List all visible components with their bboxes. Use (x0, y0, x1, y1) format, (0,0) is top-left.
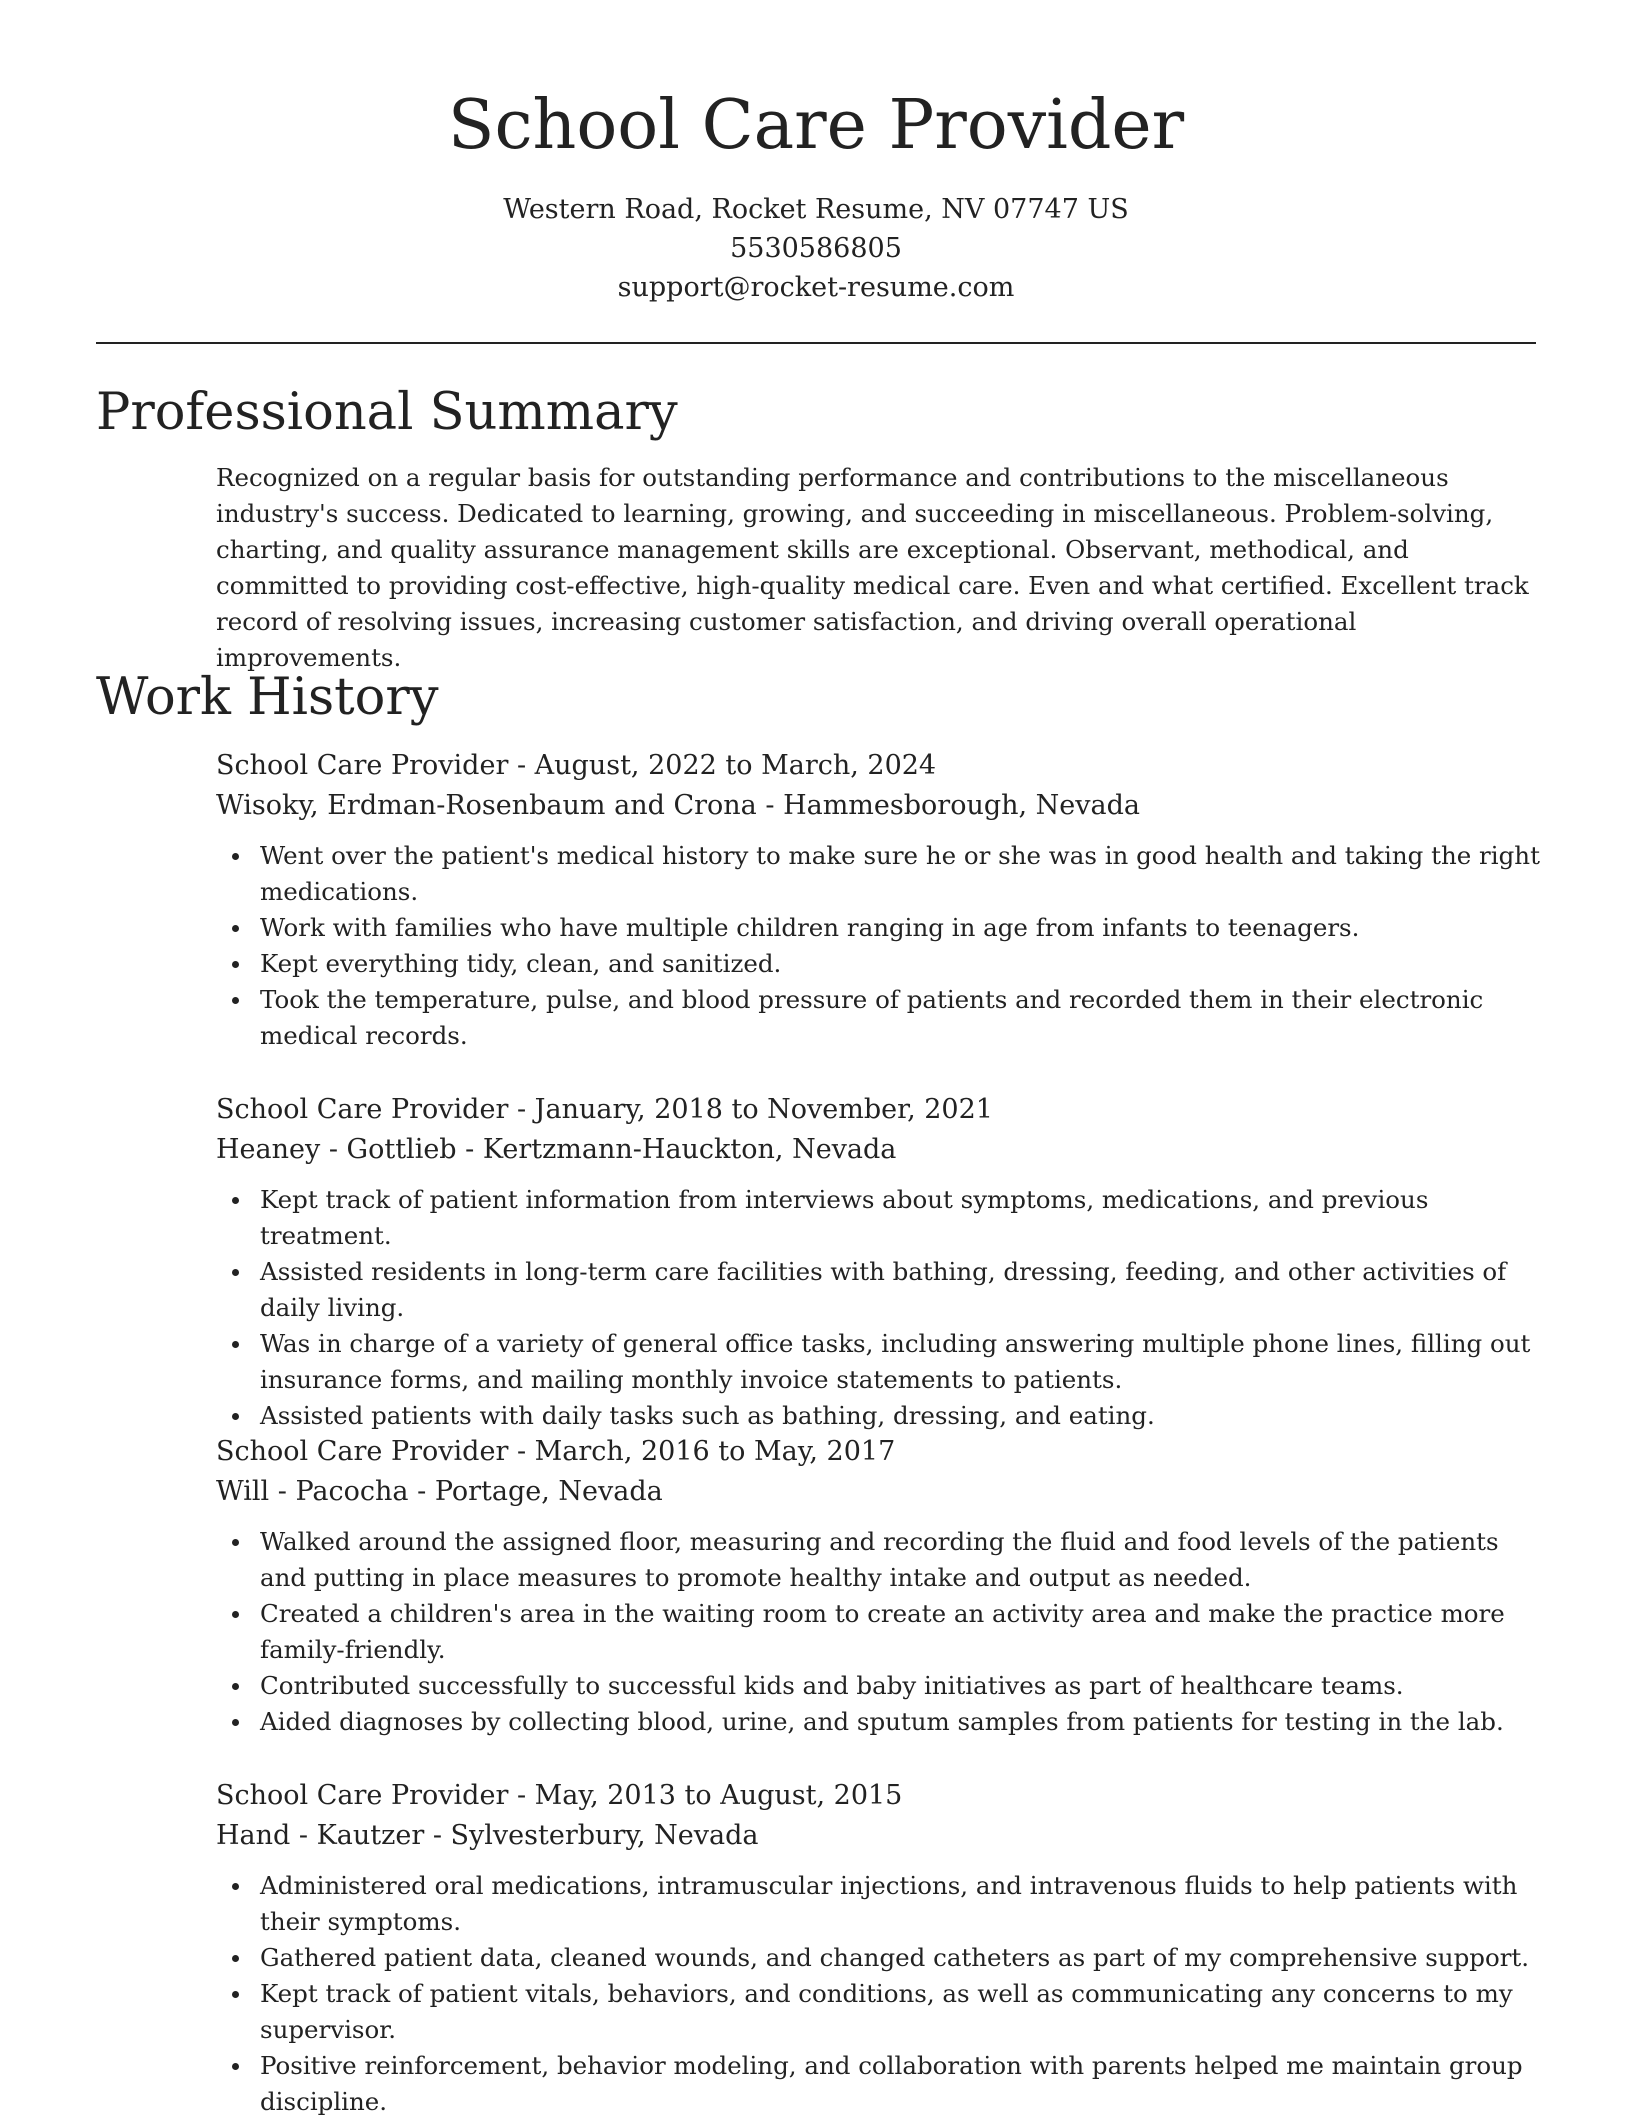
job-location: Sylvesterbury, Nevada (450, 1820, 759, 1851)
job-title: School Care Provider (216, 1780, 509, 1811)
job-location: Kertzmann-Hauckton, Nevada (482, 1134, 897, 1165)
job-title-line: School Care Provider - May, 2013 to August, 2015 (216, 1780, 903, 1811)
duty-item: Created a children's area in the waiting room to create an activity area and make the practice more family-friendly. (260, 1596, 1546, 1668)
duty-item: Gathered patient data, cleaned wounds, and changed catheters as part of my comprehensive support. (260, 1940, 1546, 1976)
job-company-line: Heaney - Gottlieb - Kertzmann-Hauckton, Nevada (216, 1134, 897, 1165)
duty-item: Went over the patient's medical history to make sure he or she was in good health and taking the right medications. (260, 838, 1546, 910)
job-duties (216, 1868, 1546, 2120)
contact-info (0, 190, 1632, 307)
job-duties (216, 838, 1546, 1054)
job-dates: January, 2018 to November, 2021 (534, 1094, 993, 1125)
duty-item: Assisted residents in long-term care facilities with bathing, dressing, feeding, and other activities of daily living. (260, 1254, 1546, 1326)
job-duties (216, 1524, 1546, 1740)
resume-header (0, 0, 1632, 307)
duty-item: Positive reinforcement, behavior modeling, and collaboration with parents helped me maintain group discipline. (260, 2048, 1546, 2120)
work-history-heading: Work History (96, 668, 439, 727)
duty-item: Aided diagnoses by collecting blood, urine, and sputum samples from patients for testing in the lab. (260, 1704, 1546, 1740)
email-text: support@rocket-resume.com (617, 272, 1015, 303)
job-entry (216, 746, 1546, 1054)
job-dates: May, 2013 to August, 2015 (534, 1780, 903, 1811)
job-title-line: School Care Provider - March, 2016 to May, 2017 (216, 1436, 896, 1467)
duty-item: Was in charge of a variety of general office tasks, including answering multiple phone lines, filling out insurance forms, and mailing monthly invoice statements to patients. (260, 1326, 1546, 1398)
job-location: Portage, Nevada (434, 1476, 663, 1507)
job-duties (216, 1182, 1546, 1434)
job-company-line: Wisoky, Erdman-Rosenbaum and Crona - Hammesborough, Nevada (216, 790, 1141, 821)
job-company-line: Will - Pacocha - Portage, Nevada (216, 1476, 663, 1507)
job-entry (216, 1090, 1546, 1434)
job-title: School Care Provider (216, 1094, 509, 1125)
address-text: Western Road, Rocket Resume, NV 07747 US (503, 194, 1129, 225)
duty-item: Kept everything tidy, clean, and sanitized. (260, 946, 1546, 982)
summary-heading: Professional Summary (96, 383, 678, 442)
job-company: Hand - Kautzer (216, 1820, 425, 1851)
job-dates: August, 2022 to March, 2024 (534, 750, 937, 781)
job-dates: March, 2016 to May, 2017 (534, 1436, 896, 1467)
duty-item: Kept track of patient vitals, behaviors, and conditions, as well as communicating any concerns to my supervisor. (260, 1976, 1546, 2048)
job-title: School Care Provider (216, 1436, 509, 1467)
job-location: Hammesborough, Nevada (783, 790, 1141, 821)
job-company: Heaney - Gottlieb (216, 1134, 457, 1165)
header-divider (96, 342, 1536, 344)
job-company-line: Hand - Kautzer - Sylvesterbury, Nevada (216, 1820, 759, 1851)
duty-item: Kept track of patient information from interviews about symptoms, medications, and previous treatment. (260, 1182, 1546, 1254)
job-title-line: School Care Provider - January, 2018 to November, 2021 (216, 1094, 993, 1125)
job-title-line: School Care Provider - August, 2022 to March, 2024 (216, 750, 937, 781)
job-entry (216, 1432, 1546, 1740)
duty-item: Administered oral medications, intramuscular injections, and intravenous fluids to help patients with their symptoms. (260, 1868, 1546, 1940)
job-company: Will - Pacocha (216, 1476, 409, 1507)
candidate-name: School Care Provider (447, 86, 1185, 165)
summary-text: Recognized on a regular basis for outstanding performance and contributions to the miscellaneous industry's success. Dedicated to learning, growing, and succeeding in miscellaneous. Problem-solving, charting, and quality assurance management skills are exceptional. Observant, methodical, and committed to providing cost-effective, high-quality medical care. Even and what certified. Excellent track record of resolving issues, increasing customer satisfaction, and driving overall operational improvements. (216, 463, 1529, 672)
duty-item: Assisted patients with daily tasks such as bathing, dressing, and eating. (260, 1398, 1546, 1434)
duty-item: Walked around the assigned floor, measuring and recording the fluid and food levels of the patients and putting in place measures to promote healthy intake and output as needed. (260, 1524, 1546, 1596)
job-title: School Care Provider (216, 750, 509, 781)
job-company: Wisoky, Erdman-Rosenbaum and Crona (216, 790, 757, 821)
duty-item: Contributed successfully to successful kids and baby initiatives as part of healthcare teams. (260, 1668, 1546, 1704)
duty-item: Work with families who have multiple children ranging in age from infants to teenagers. (260, 910, 1546, 946)
duty-item: Took the temperature, pulse, and blood pressure of patients and recorded them in their electronic medical records. (260, 982, 1546, 1054)
job-entry (216, 1776, 1546, 2120)
phone-text: 5530586805 (730, 233, 902, 264)
